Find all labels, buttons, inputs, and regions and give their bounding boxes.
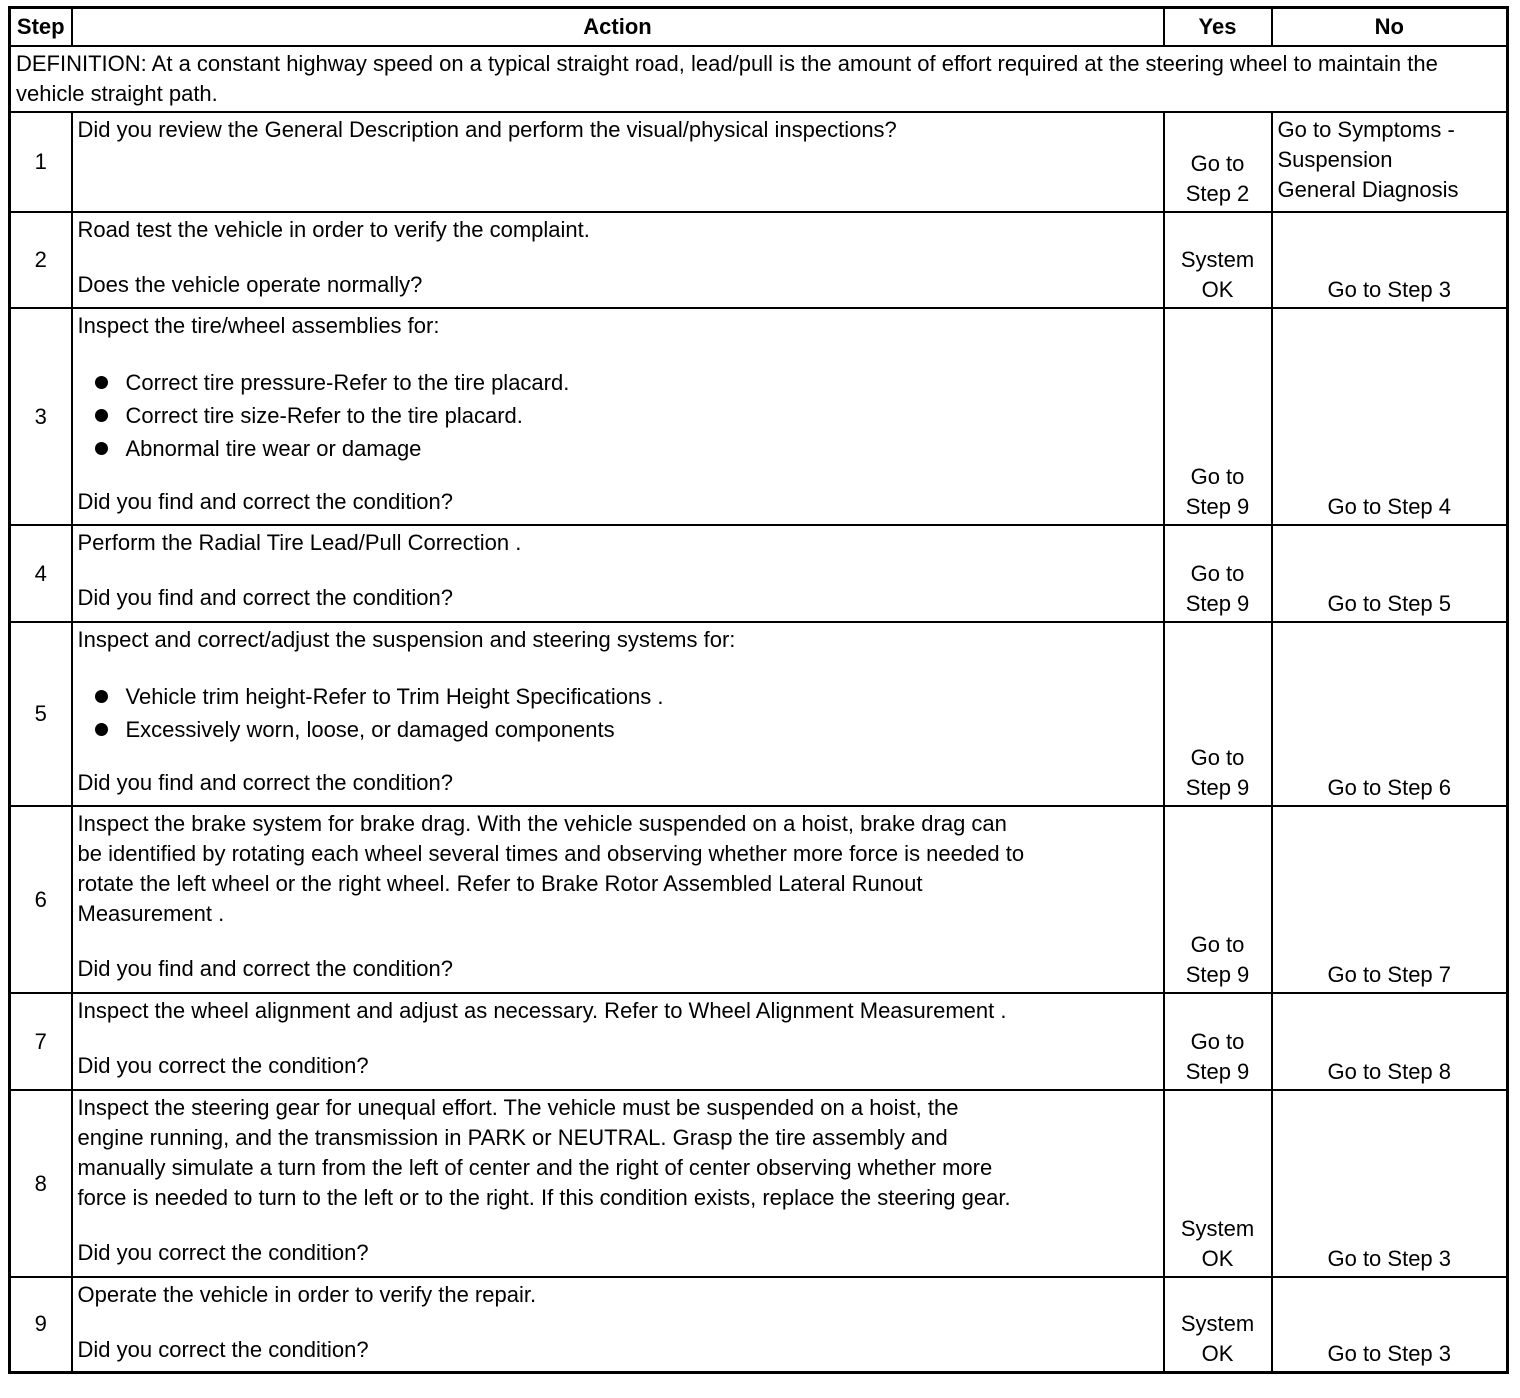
step-number: 5 — [10, 622, 72, 806]
question-text: Does the vehicle operate normally? — [77, 272, 423, 297]
header-no: No — [1272, 8, 1508, 47]
step-number: 1 — [10, 112, 72, 212]
question-text: Did you correct the condition? — [77, 1337, 369, 1362]
yes-outcome: Go to Step 9 — [1164, 308, 1272, 525]
action-cell — [72, 806, 1164, 993]
table-row — [10, 993, 1508, 1090]
action-cell — [72, 1277, 1164, 1372]
question-text: Did you correct the condition? — [77, 1240, 369, 1265]
action-cell — [72, 1090, 1164, 1277]
step-number: 9 — [10, 1277, 72, 1372]
no-outcome: Go to Step 3 — [1272, 212, 1508, 308]
no-outcome: Go to Step 3 — [1272, 1090, 1508, 1277]
action-text: Inspect the wheel alignment and adjust as necessary. Refer to Wheel Alignment Measurement . — [77, 998, 1007, 1023]
no-outcome: Go to Step 7 — [1272, 806, 1508, 993]
spacer — [78, 1310, 1158, 1335]
question-text: Did you find and correct the condition? — [77, 770, 453, 795]
action-text: Road test the vehicle in order to verify the complaint. — [77, 217, 590, 242]
yes-outcome: Go to Step 9 — [1164, 622, 1272, 806]
definition-text: DEFINITION: At a constant highway speed on a typical straight road, lead/pull is the amount of effort required at the steering wheel to maintain the vehicle straight path. — [10, 46, 1508, 112]
spacer — [78, 245, 1158, 270]
action-text: Did you review the General Description and perform the visual/physical inspections? — [77, 117, 897, 142]
action-cell — [72, 212, 1164, 308]
action-text: Inspect and correct/adjust the suspension and steering systems for: — [77, 627, 736, 652]
step-number: 8 — [10, 1090, 72, 1277]
yes-outcome: Go to Step 9 — [1164, 993, 1272, 1090]
table-row — [10, 308, 1508, 525]
yes-outcome: Go to Step 9 — [1164, 525, 1272, 622]
yes-outcome: System OK — [1164, 212, 1272, 308]
action-text: Inspect the tire/wheel assemblies for: — [77, 313, 440, 338]
yes-outcome: Go to Step 2 — [1164, 112, 1272, 212]
diagnostic-table — [8, 6, 1509, 1374]
no-outcome: Go to Step 6 — [1272, 622, 1508, 806]
no-outcome: Go to Symptoms - Suspension General Diagnosis — [1272, 112, 1508, 212]
table-row — [10, 1277, 1508, 1372]
bullet-item: Correct tire pressure-Refer to the tire placard. — [78, 366, 1158, 399]
step-number: 4 — [10, 525, 72, 622]
bullet-item: Abnormal tire wear or damage — [78, 432, 1158, 465]
step-number: 6 — [10, 806, 72, 993]
header-step: Step — [10, 8, 72, 47]
action-cell — [72, 525, 1164, 622]
table-row — [10, 212, 1508, 308]
action-cell — [72, 112, 1164, 212]
action-cell — [72, 993, 1164, 1090]
header-row — [10, 8, 1508, 47]
action-text: Inspect the brake system for brake drag. With the vehicle suspended on a hoist, brake drag can be identified by rotating each wheel several times and observing whether more force is needed to rotate the left wheel or the right wheel. Refer to Brake Rotor Assembled Lateral Runout Measurement . — [77, 811, 1025, 926]
no-outcome: Go to Step 4 — [1272, 308, 1508, 525]
no-outcome: Go to Step 3 — [1272, 1277, 1508, 1372]
question-text: Did you find and correct the condition? — [77, 585, 453, 610]
no-outcome: Go to Step 5 — [1272, 525, 1508, 622]
step-number: 3 — [10, 308, 72, 525]
action-text: Inspect the steering gear for unequal effort. The vehicle must be suspended on a hoist, the engine running, and the transmission in PARK or NEUTRAL. Grasp the tire assembly and manually simulate a turn from the left of center and the right of center observing whether more force is needed to turn to the left or to the right. If this condition exists, replace the steering gear. — [77, 1095, 1011, 1210]
bullet-item: Excessively worn, loose, or damaged components — [78, 713, 1158, 746]
yes-outcome: System OK — [1164, 1090, 1272, 1277]
spacer — [78, 929, 1158, 954]
yes-outcome: Go to Step 9 — [1164, 806, 1272, 993]
question-text: Did you find and correct the condition? — [77, 489, 453, 514]
action-text: Perform the Radial Tire Lead/Pull Correction . — [77, 530, 522, 555]
action-text: Operate the vehicle in order to verify the repair. — [77, 1282, 537, 1307]
definition-row — [10, 46, 1508, 112]
yes-outcome: System OK — [1164, 1277, 1272, 1372]
table-row — [10, 806, 1508, 993]
bullet-list — [78, 366, 1158, 465]
step-number: 7 — [10, 993, 72, 1090]
table-row — [10, 112, 1508, 212]
question-text: Did you correct the condition? — [77, 1053, 369, 1078]
step-number: 2 — [10, 212, 72, 308]
spacer — [78, 558, 1158, 583]
table-row — [10, 622, 1508, 806]
spacer — [78, 1213, 1158, 1238]
spacer — [78, 1026, 1158, 1051]
action-cell — [72, 622, 1164, 806]
header-yes: Yes — [1164, 8, 1272, 47]
bullet-list — [78, 680, 1158, 746]
table-row — [10, 1090, 1508, 1277]
question-text: Did you find and correct the condition? — [77, 956, 453, 981]
no-outcome: Go to Step 8 — [1272, 993, 1508, 1090]
bullet-item: Vehicle trim height-Refer to Trim Height Specifications . — [78, 680, 1158, 713]
bullet-item: Correct tire size-Refer to the tire placard. — [78, 399, 1158, 432]
header-action: Action — [72, 8, 1164, 47]
action-cell — [72, 308, 1164, 525]
table-row — [10, 525, 1508, 622]
